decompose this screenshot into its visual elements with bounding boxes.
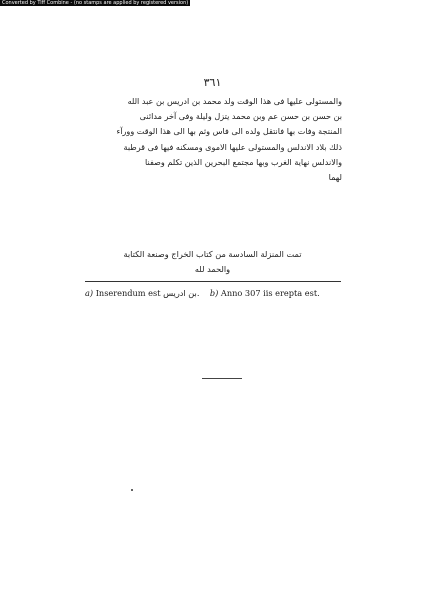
footnote-divider xyxy=(85,281,341,282)
body-line: والاندلس نهاية الغرب وبها مجتمع البحرين الذين تكلم وصفنا xyxy=(145,156,342,167)
footnote-b-text: Anno 307 iis erepta est. xyxy=(220,288,320,298)
footnote-a-arabic: بن ادريس xyxy=(163,288,197,298)
footnote-a-text: Inserendum est xyxy=(95,288,161,298)
footnote-a: a) Inserendum est بن ادريس. xyxy=(85,288,203,298)
converter-banner: Converted by Tiff Combine - (no stamps are applied by registered version) xyxy=(2,0,189,6)
page-number: ٣٦١ xyxy=(203,76,222,89)
scan-speck xyxy=(131,489,133,491)
body-line: والمستولى عليها فى هذا الوقت ولد محمد بن ادريس بن عبد الله xyxy=(127,96,342,106)
colophon-line: تمت المنزلة السادسة من كتاب الخراج وصنعة الكتابة xyxy=(123,249,302,259)
body-line: لهما xyxy=(328,172,342,183)
footnote-b xyxy=(210,288,320,298)
body-line: ذلك بلاد الاندلس والمستولى عليها الاموى ومسكنه فيها فى قرطبة xyxy=(123,141,342,152)
colophon-line: والحمد لله xyxy=(194,264,231,274)
body-line: المنتجة وفات بها فانتقل ولده الى فاس وثم بها الى هذا الوقت وورآء xyxy=(116,126,342,137)
arabic-body-text xyxy=(85,94,342,185)
footnote-b-label: b) xyxy=(209,288,219,298)
colophon xyxy=(0,247,425,277)
footnotes xyxy=(85,287,345,299)
footnote-a-label: a) xyxy=(85,288,94,298)
section-separator xyxy=(202,378,242,379)
body-line: بن حسن بن حسن عم وبن محمد يتزل وليلة وفى آخر مدائنى xyxy=(139,111,342,122)
